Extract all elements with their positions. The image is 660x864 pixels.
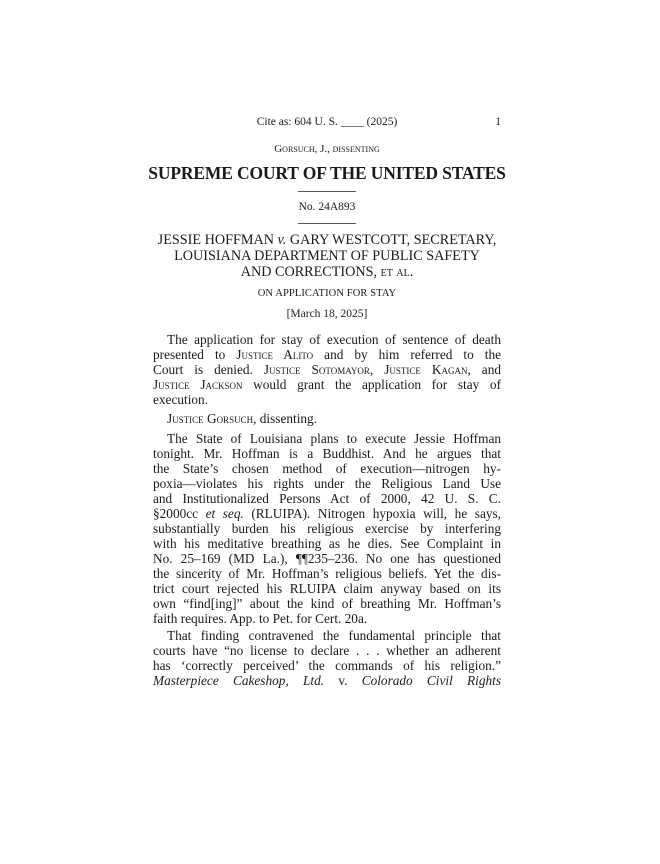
- text-line: the State’s chosen method of execution—nitrogen hy-: [153, 461, 501, 476]
- text-line: and Institutionalized Persons Act of 2000, 42 U. S. C.: [153, 491, 501, 506]
- text-line: has ‘correctly perceived’ the commands of his religion.”: [153, 658, 501, 673]
- caption-line: AND CORRECTIONS, et al.: [240, 264, 414, 280]
- text-line: own “find[ing]” about the kind of breathing Mr. Hoffman’s: [153, 596, 501, 611]
- divider-rule: [298, 191, 356, 192]
- text-line: poxia—violates his rights under the Religious Land Use: [153, 476, 501, 491]
- text-line: courts have “no license to declare . . . whether an adherent: [153, 643, 501, 658]
- on-application-line: ON APPLICATION FOR STAY: [257, 288, 397, 299]
- case-caption: [148, 232, 506, 280]
- text-line: substantially burden his religious exercise by interfering: [153, 521, 501, 536]
- text-line: presented to Justice Alito and by him referred to the: [153, 347, 501, 362]
- text-line: The application for stay of execution of sentence of death: [167, 332, 501, 347]
- dissent-intro: Justice Gorsuch, dissenting.: [167, 411, 318, 426]
- text-line: Court is denied. Justice Sotomayor, Justice Kagan, and: [153, 362, 501, 377]
- text-line: with his meditative breathing as he dies. See Complaint in: [153, 536, 501, 551]
- citation: Cite as: 604 U. S. ____ (2025): [256, 116, 398, 128]
- decision-date: [March 18, 2025]: [286, 308, 368, 320]
- text-line: faith requires. App. to Pet. for Cert. 20a.: [153, 611, 368, 626]
- caption-line: LOUISIANA DEPARTMENT OF PUBLIC SAFETY: [174, 248, 480, 264]
- text-line: That finding contravened the fundamental principle that: [167, 628, 501, 643]
- text-line: Justice Jackson would grant the application for stay of: [153, 377, 501, 392]
- docket-number: No. 24A893: [298, 201, 356, 213]
- court-name: SUPREME COURT OF THE UNITED STATES: [148, 163, 506, 183]
- opinion-author-line: Gorsuch, J., dissenting: [274, 143, 380, 155]
- text-line: The State of Louisiana plans to execute Jessie Hoffman: [167, 431, 501, 446]
- text-line: Masterpiece Cakeshop, Ltd. v. Colorado Civil Rights: [153, 673, 502, 688]
- text-line: execution.: [153, 392, 209, 407]
- page-number: 1: [495, 116, 501, 128]
- text-line: trict court rejected his RLUIPA claim anyway based on its: [153, 581, 501, 596]
- running-header: [153, 116, 501, 128]
- text-line: §2000cc et seq. (RLUIPA). Nitrogen hypoxia will, he says,: [153, 506, 501, 521]
- text-line: the sincerity of Mr. Hoffman’s religious beliefs. Yet the dis-: [153, 566, 501, 581]
- text-line: No. 25–169 (MD La.), ¶¶235–236. No one has questioned: [153, 551, 501, 566]
- caption-line: JESSIE HOFFMAN v. GARY WESTCOTT, SECRETARY,: [157, 232, 497, 248]
- divider-rule: [298, 223, 356, 224]
- text-line: tonight. Mr. Hoffman is a Buddhist. And he argues that: [153, 446, 501, 461]
